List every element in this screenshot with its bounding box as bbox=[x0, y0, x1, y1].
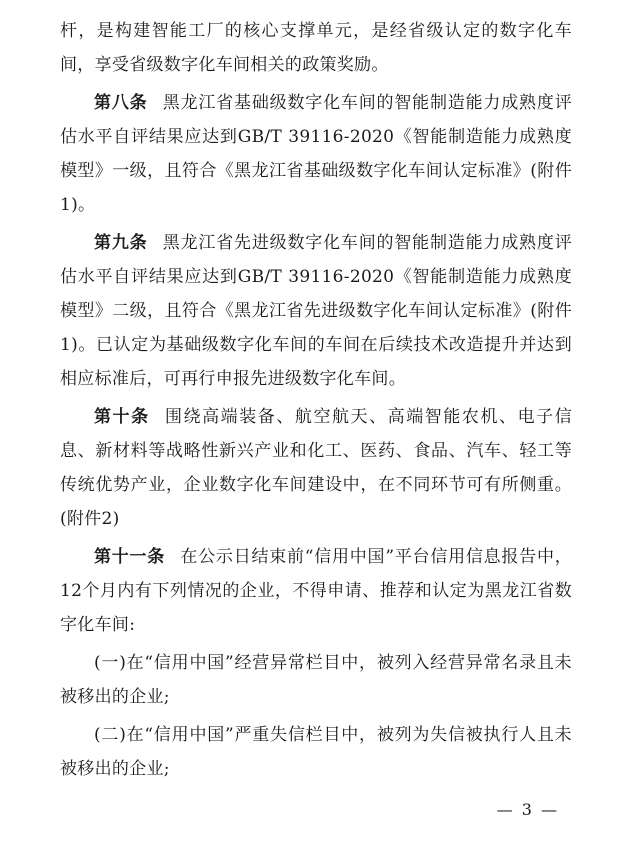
article-10 bbox=[60, 400, 572, 536]
document-page bbox=[60, 14, 572, 786]
paragraph-text: 杆，是构建智能工厂的核心支撑单元，是经省级认定的数字化车间，享受省级数字化车间相关的政策奖励。 bbox=[60, 21, 572, 75]
paragraph-text: 在公示日结束前“信用中国”平台信用信息报告中，12个月内有下列情况的企业，不得申请、推荐和认定为黑龙江省数字化车间: bbox=[60, 547, 573, 635]
paragraph-text: 黑龙江省基础级数字化车间的智能制造能力成熟度评估水平自评结果应达到GB/T 39116-2020《智能制造能力成熟度模型》一级，且符合《黑龙江省基础级数字化车间认定标准》(附件1)。 bbox=[60, 93, 572, 215]
article-heading: 第十条 bbox=[94, 407, 150, 427]
article-8 bbox=[60, 86, 572, 222]
article-heading: 第十一条 bbox=[94, 547, 166, 567]
article-heading: 第九条 bbox=[94, 233, 148, 253]
article-11-item-1 bbox=[60, 646, 572, 714]
article-heading: 第八条 bbox=[94, 93, 148, 113]
paragraph-text: (一)在“信用中国”经营异常栏目中，被列入经营异常名录且未被移出的企业; bbox=[60, 653, 572, 707]
article-11 bbox=[60, 540, 572, 642]
paragraph-text: 黑龙江省先进级数字化车间的智能制造能力成熟度评估水平自评结果应达到GB/T 39116-2020《智能制造能力成熟度模型》二级，且符合《黑龙江省先进级数字化车间认定标准》(附件1)。已认定为基础级数字化车间的车间在后续技术改造提升并达到相应标准后，可再行申报先进级数字化车间。 bbox=[60, 233, 572, 389]
paragraph-continuation bbox=[60, 14, 572, 82]
paragraph-text: (二)在“信用中国”严重失信栏目中，被列为失信被执行人且未被移出的企业; bbox=[60, 725, 572, 779]
article-9 bbox=[60, 226, 572, 396]
paragraph-text: 围绕高端装备、航空航天、高端智能农机、电子信息、新材料等战略性新兴产业和化工、医药、食品、汽车、轻工等传统优势产业，企业数字化车间建设中，在不同环节可有所侧重。(附件2) bbox=[60, 407, 572, 529]
article-11-item-2 bbox=[60, 718, 572, 786]
page-number: — 3 — bbox=[496, 800, 559, 819]
